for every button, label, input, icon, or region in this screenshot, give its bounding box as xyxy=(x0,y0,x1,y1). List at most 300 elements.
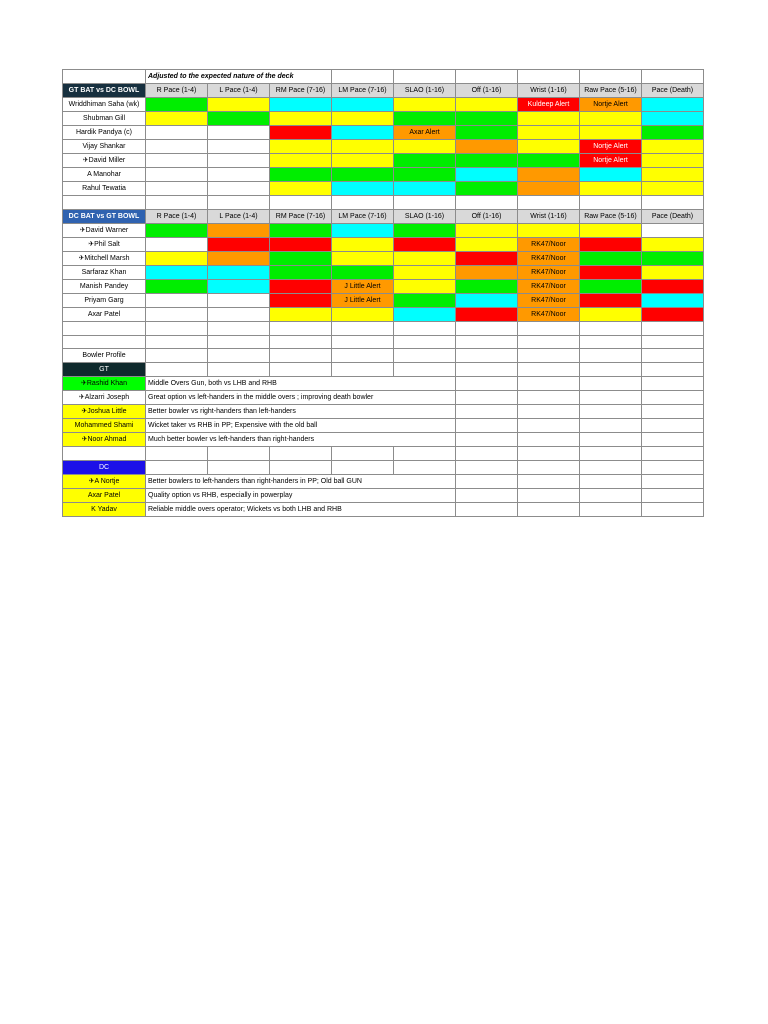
batter-row xyxy=(63,293,704,307)
empty-cell[interactable] xyxy=(580,489,642,503)
rating-cell[interactable] xyxy=(146,293,208,307)
empty-cell[interactable] xyxy=(580,335,642,349)
batter-name[interactable]: Shubman Gill xyxy=(63,112,146,126)
empty-cell[interactable] xyxy=(642,461,704,475)
empty-cell[interactable] xyxy=(642,321,704,335)
rating-cell[interactable] xyxy=(642,126,704,140)
column-header[interactable]: R Pace (1-4) xyxy=(146,84,208,98)
rating-cell[interactable] xyxy=(518,182,580,196)
empty-cell[interactable] xyxy=(518,349,580,363)
empty-cell[interactable] xyxy=(642,391,704,405)
empty-cell[interactable] xyxy=(394,196,456,210)
rating-cell[interactable] xyxy=(270,279,332,293)
rating-cell[interactable] xyxy=(332,98,394,112)
rating-cell[interactable] xyxy=(208,154,270,168)
empty-cell[interactable] xyxy=(518,391,580,405)
rating-cell[interactable] xyxy=(146,98,208,112)
rating-cell[interactable] xyxy=(642,140,704,154)
rating-cell[interactable] xyxy=(394,279,456,293)
rating-cell[interactable] xyxy=(642,98,704,112)
rating-cell[interactable] xyxy=(456,182,518,196)
empty-cell[interactable] xyxy=(146,335,208,349)
empty-cell[interactable] xyxy=(456,391,518,405)
rating-cell[interactable] xyxy=(394,265,456,279)
empty-cell[interactable] xyxy=(580,475,642,489)
batter-name[interactable]: Hardik Pandya (c) xyxy=(63,126,146,140)
spacer-row xyxy=(63,321,704,335)
empty-cell[interactable] xyxy=(456,335,518,349)
batter-name[interactable]: ✈David Miller xyxy=(63,154,146,168)
bowler-description[interactable]: Quality option vs RHB, especially in powerplay xyxy=(146,489,456,503)
empty-cell[interactable] xyxy=(580,405,642,419)
empty-cell[interactable] xyxy=(332,321,394,335)
empty-cell[interactable] xyxy=(208,196,270,210)
rating-cell[interactable] xyxy=(456,154,518,168)
empty-cell[interactable] xyxy=(518,447,580,461)
rating-cell[interactable] xyxy=(642,112,704,126)
alert-cell[interactable]: Nortje Alert xyxy=(580,140,642,154)
empty-cell[interactable] xyxy=(456,363,518,377)
rating-cell[interactable] xyxy=(642,265,704,279)
batter-row xyxy=(63,182,704,196)
empty-cell[interactable] xyxy=(518,377,580,391)
rating-cell[interactable] xyxy=(208,182,270,196)
empty-cell[interactable] xyxy=(580,363,642,377)
rating-cell[interactable] xyxy=(456,293,518,307)
empty-cell[interactable] xyxy=(580,503,642,517)
batter-name[interactable]: ✈Mitchell Marsh xyxy=(63,251,146,265)
rating-cell[interactable] xyxy=(208,307,270,321)
rating-cell[interactable] xyxy=(146,223,208,237)
empty-cell[interactable] xyxy=(580,419,642,433)
rating-cell[interactable] xyxy=(332,154,394,168)
rating-cell[interactable] xyxy=(518,154,580,168)
empty-cell[interactable] xyxy=(63,447,146,461)
bowler-name[interactable]: ✈Joshua Little xyxy=(63,405,146,419)
bowler-description[interactable]: Great option vs left-handers in the middle overs ; improving death bowler xyxy=(146,391,456,405)
rating-cell[interactable] xyxy=(332,237,394,251)
column-header[interactable]: Off (1-16) xyxy=(456,209,518,223)
rating-cell[interactable] xyxy=(642,293,704,307)
batter-row xyxy=(63,307,704,321)
rating-cell[interactable] xyxy=(208,140,270,154)
alert-cell[interactable]: RK47/Noor xyxy=(518,265,580,279)
rating-cell[interactable] xyxy=(332,251,394,265)
empty-cell[interactable] xyxy=(456,349,518,363)
empty-cell[interactable] xyxy=(332,335,394,349)
empty-cell[interactable] xyxy=(394,321,456,335)
empty-cell[interactable] xyxy=(456,461,518,475)
rating-cell[interactable] xyxy=(580,223,642,237)
rating-cell[interactable] xyxy=(146,237,208,251)
empty-cell[interactable] xyxy=(270,321,332,335)
rating-cell[interactable] xyxy=(394,98,456,112)
rating-cell[interactable] xyxy=(642,168,704,182)
alert-cell[interactable]: J Little Alert xyxy=(332,279,394,293)
empty-cell[interactable] xyxy=(394,70,456,84)
rating-cell[interactable] xyxy=(270,126,332,140)
batter-name[interactable]: ✈David Warner xyxy=(63,223,146,237)
batter-row xyxy=(63,223,704,237)
bowler-name[interactable]: ✈A Nortje xyxy=(63,475,146,489)
rating-cell[interactable] xyxy=(394,293,456,307)
rating-cell[interactable] xyxy=(146,182,208,196)
empty-cell[interactable] xyxy=(332,461,394,475)
empty-cell[interactable] xyxy=(456,475,518,489)
rating-cell[interactable] xyxy=(208,98,270,112)
rating-cell[interactable] xyxy=(642,154,704,168)
empty-cell[interactable] xyxy=(642,196,704,210)
column-header[interactable]: LM Pace (7-16) xyxy=(332,84,394,98)
bowler-description[interactable]: Better bowler vs right-handers than left-handers xyxy=(146,405,456,419)
rating-cell[interactable] xyxy=(146,112,208,126)
rating-cell[interactable] xyxy=(456,265,518,279)
rating-cell[interactable] xyxy=(270,307,332,321)
rating-cell[interactable] xyxy=(270,182,332,196)
batter-name[interactable]: ✈Phil Salt xyxy=(63,237,146,251)
section-title[interactable]: GT BAT vs DC BOWL xyxy=(63,84,146,98)
alert-cell[interactable]: RK47/Noor xyxy=(518,293,580,307)
empty-cell[interactable] xyxy=(642,70,704,84)
rating-cell[interactable] xyxy=(642,223,704,237)
rating-cell[interactable] xyxy=(456,140,518,154)
bowler-profile-title[interactable]: Bowler Profile xyxy=(63,349,146,363)
rating-cell[interactable] xyxy=(456,279,518,293)
spacer-row xyxy=(63,335,704,349)
column-header[interactable]: L Pace (1-4) xyxy=(208,84,270,98)
rating-cell[interactable] xyxy=(394,307,456,321)
empty-cell[interactable] xyxy=(394,363,456,377)
rating-cell[interactable] xyxy=(270,98,332,112)
rating-cell[interactable] xyxy=(456,126,518,140)
rating-cell[interactable] xyxy=(580,265,642,279)
rating-cell[interactable] xyxy=(518,112,580,126)
empty-cell[interactable] xyxy=(332,447,394,461)
deck-note[interactable]: Adjusted to the expected nature of the deck xyxy=(146,70,332,84)
rating-cell[interactable] xyxy=(518,126,580,140)
empty-cell[interactable] xyxy=(456,503,518,517)
empty-cell[interactable] xyxy=(642,349,704,363)
column-header[interactable]: Wrist (1-16) xyxy=(518,84,580,98)
empty-cell[interactable] xyxy=(580,433,642,447)
rating-cell[interactable] xyxy=(456,98,518,112)
rating-cell[interactable] xyxy=(332,265,394,279)
empty-cell[interactable] xyxy=(332,196,394,210)
empty-cell[interactable] xyxy=(518,405,580,419)
batter-row xyxy=(63,279,704,293)
empty-cell[interactable] xyxy=(332,349,394,363)
rating-cell[interactable] xyxy=(580,237,642,251)
rating-cell[interactable] xyxy=(270,251,332,265)
rating-cell[interactable] xyxy=(456,223,518,237)
rating-cell[interactable] xyxy=(580,279,642,293)
rating-cell[interactable] xyxy=(208,293,270,307)
column-header[interactable]: Raw Pace (5-16) xyxy=(580,84,642,98)
rating-cell[interactable] xyxy=(208,223,270,237)
alert-cell[interactable]: Nortje Alert xyxy=(580,98,642,112)
rating-cell[interactable] xyxy=(270,223,332,237)
empty-cell[interactable] xyxy=(63,196,146,210)
bowler-name[interactable]: ✈Alzarri Joseph xyxy=(63,391,146,405)
alert-cell[interactable]: RK47/Noor xyxy=(518,279,580,293)
column-header[interactable]: SLAO (1-16) xyxy=(394,84,456,98)
rating-cell[interactable] xyxy=(332,307,394,321)
rating-cell[interactable] xyxy=(146,168,208,182)
rating-cell[interactable] xyxy=(580,182,642,196)
empty-cell[interactable] xyxy=(146,461,208,475)
empty-cell[interactable] xyxy=(456,405,518,419)
rating-cell[interactable] xyxy=(642,237,704,251)
column-header[interactable]: R Pace (1-4) xyxy=(146,209,208,223)
rating-cell[interactable] xyxy=(394,140,456,154)
rating-cell[interactable] xyxy=(580,112,642,126)
empty-cell[interactable] xyxy=(270,363,332,377)
rating-cell[interactable] xyxy=(394,251,456,265)
empty-cell[interactable] xyxy=(456,419,518,433)
column-header[interactable]: Pace (Death) xyxy=(642,84,704,98)
empty-cell[interactable] xyxy=(456,321,518,335)
rating-cell[interactable] xyxy=(146,154,208,168)
empty-cell[interactable] xyxy=(580,447,642,461)
empty-cell[interactable] xyxy=(642,377,704,391)
empty-cell[interactable] xyxy=(642,503,704,517)
column-header[interactable]: SLAO (1-16) xyxy=(394,209,456,223)
empty-cell[interactable] xyxy=(456,447,518,461)
rating-cell[interactable] xyxy=(146,251,208,265)
column-header[interactable]: Off (1-16) xyxy=(456,84,518,98)
empty-cell[interactable] xyxy=(580,349,642,363)
column-header[interactable]: RM Pace (7-16) xyxy=(270,209,332,223)
empty-cell[interactable] xyxy=(270,349,332,363)
batter-row xyxy=(63,154,704,168)
rating-cell[interactable] xyxy=(270,154,332,168)
column-header[interactable]: RM Pace (7-16) xyxy=(270,84,332,98)
empty-cell[interactable] xyxy=(580,377,642,391)
alert-cell[interactable]: Kuldeep Alert xyxy=(518,98,580,112)
rating-cell[interactable] xyxy=(642,279,704,293)
batter-name[interactable]: Rahul Tewatia xyxy=(63,182,146,196)
empty-cell[interactable] xyxy=(208,447,270,461)
rating-cell[interactable] xyxy=(146,265,208,279)
rating-cell[interactable] xyxy=(518,223,580,237)
column-header[interactable]: Wrist (1-16) xyxy=(518,209,580,223)
rating-cell[interactable] xyxy=(456,251,518,265)
rating-cell[interactable] xyxy=(146,279,208,293)
rating-cell[interactable] xyxy=(580,126,642,140)
rating-cell[interactable] xyxy=(270,293,332,307)
rating-cell[interactable] xyxy=(394,112,456,126)
bowler-name[interactable]: K Yadav xyxy=(63,503,146,517)
rating-cell[interactable] xyxy=(642,307,704,321)
batter-name[interactable]: A Manohar xyxy=(63,168,146,182)
bowler-row xyxy=(63,405,704,419)
team-label-dc[interactable]: DC xyxy=(63,461,146,475)
empty-cell[interactable] xyxy=(456,377,518,391)
rating-cell[interactable] xyxy=(580,307,642,321)
rating-cell[interactable] xyxy=(456,307,518,321)
bowler-description[interactable]: Much better bowler vs left-handers than right-handers xyxy=(146,433,456,447)
empty-cell[interactable] xyxy=(63,70,146,84)
empty-cell[interactable] xyxy=(456,433,518,447)
empty-cell[interactable] xyxy=(580,70,642,84)
rating-cell[interactable] xyxy=(270,140,332,154)
bowler-name[interactable]: Mohammed Shami xyxy=(63,419,146,433)
empty-cell[interactable] xyxy=(518,489,580,503)
bowler-row xyxy=(63,377,704,391)
column-header[interactable]: L Pace (1-4) xyxy=(208,209,270,223)
rating-cell[interactable] xyxy=(146,140,208,154)
alert-cell[interactable]: J Little Alert xyxy=(332,293,394,307)
rating-cell[interactable] xyxy=(456,168,518,182)
alert-cell[interactable]: Nortje Alert xyxy=(580,154,642,168)
bowler-description[interactable]: Reliable middle overs operator; Wickets vs both LHB and RHB xyxy=(146,503,456,517)
empty-cell[interactable] xyxy=(518,335,580,349)
empty-cell[interactable] xyxy=(394,447,456,461)
empty-cell[interactable] xyxy=(642,419,704,433)
alert-cell[interactable]: Axar Alert xyxy=(394,126,456,140)
empty-cell[interactable] xyxy=(518,70,580,84)
empty-cell[interactable] xyxy=(518,475,580,489)
alert-cell[interactable]: RK47/Noor xyxy=(518,251,580,265)
bowler-name[interactable]: ✈Noor Ahmad xyxy=(63,433,146,447)
bowler-description[interactable]: Wicket taker vs RHB in PP; Expensive with the old ball xyxy=(146,419,456,433)
rating-cell[interactable] xyxy=(332,223,394,237)
rating-cell[interactable] xyxy=(332,182,394,196)
empty-cell[interactable] xyxy=(642,405,704,419)
bowler-name[interactable]: ✈Rashid Khan xyxy=(63,377,146,391)
bowler-name[interactable]: Axar Patel xyxy=(63,489,146,503)
rating-cell[interactable] xyxy=(580,293,642,307)
empty-cell[interactable] xyxy=(270,461,332,475)
rating-cell[interactable] xyxy=(642,251,704,265)
batter-name[interactable]: Sarfaraz Khan xyxy=(63,265,146,279)
rating-cell[interactable] xyxy=(394,154,456,168)
rating-cell[interactable] xyxy=(456,237,518,251)
bowler-row xyxy=(63,475,704,489)
rating-cell[interactable] xyxy=(146,126,208,140)
section-title[interactable]: DC BAT vs GT BOWL xyxy=(63,209,146,223)
empty-cell[interactable] xyxy=(518,419,580,433)
column-header[interactable]: Raw Pace (5-16) xyxy=(580,209,642,223)
rating-cell[interactable] xyxy=(208,168,270,182)
batter-name[interactable]: Wriddhiman Saha (wk) xyxy=(63,98,146,112)
empty-cell[interactable] xyxy=(208,349,270,363)
rating-cell[interactable] xyxy=(394,168,456,182)
empty-cell[interactable] xyxy=(518,433,580,447)
rating-cell[interactable] xyxy=(580,168,642,182)
empty-cell[interactable] xyxy=(63,321,146,335)
empty-cell[interactable] xyxy=(518,321,580,335)
rating-cell[interactable] xyxy=(332,126,394,140)
rating-cell[interactable] xyxy=(394,223,456,237)
team-row xyxy=(63,461,704,475)
empty-cell[interactable] xyxy=(642,363,704,377)
rating-cell[interactable] xyxy=(208,126,270,140)
rating-cell[interactable] xyxy=(270,237,332,251)
empty-cell[interactable] xyxy=(208,461,270,475)
rating-cell[interactable] xyxy=(208,279,270,293)
rating-cell[interactable] xyxy=(518,140,580,154)
empty-cell[interactable] xyxy=(456,70,518,84)
team-row xyxy=(63,363,704,377)
batter-row xyxy=(63,112,704,126)
empty-cell[interactable] xyxy=(146,363,208,377)
empty-cell[interactable] xyxy=(518,503,580,517)
empty-cell[interactable] xyxy=(270,447,332,461)
empty-cell[interactable] xyxy=(208,363,270,377)
empty-cell[interactable] xyxy=(146,349,208,363)
column-header[interactable]: Pace (Death) xyxy=(642,209,704,223)
empty-cell[interactable] xyxy=(394,335,456,349)
rating-cell[interactable] xyxy=(394,182,456,196)
rating-cell[interactable] xyxy=(270,168,332,182)
rating-cell[interactable] xyxy=(208,265,270,279)
rating-cell[interactable] xyxy=(332,140,394,154)
empty-cell[interactable] xyxy=(394,461,456,475)
empty-cell[interactable] xyxy=(642,475,704,489)
rating-cell[interactable] xyxy=(518,168,580,182)
rating-cell[interactable] xyxy=(456,112,518,126)
empty-cell[interactable] xyxy=(518,461,580,475)
empty-cell[interactable] xyxy=(394,349,456,363)
empty-cell[interactable] xyxy=(580,391,642,405)
alert-cell[interactable]: RK47/Noor xyxy=(518,237,580,251)
batter-name[interactable]: Axar Patel xyxy=(63,307,146,321)
empty-cell[interactable] xyxy=(580,196,642,210)
rating-cell[interactable] xyxy=(146,307,208,321)
empty-cell[interactable] xyxy=(270,335,332,349)
column-header[interactable]: LM Pace (7-16) xyxy=(332,209,394,223)
empty-cell[interactable] xyxy=(332,363,394,377)
empty-cell[interactable] xyxy=(456,489,518,503)
empty-cell[interactable] xyxy=(270,196,332,210)
batter-name[interactable]: Vijay Shankar xyxy=(63,140,146,154)
empty-cell[interactable] xyxy=(146,321,208,335)
bowler-description[interactable]: Better bowlers to left-handers than right-handers in PP; Old ball GUN xyxy=(146,475,456,489)
empty-cell[interactable] xyxy=(146,196,208,210)
rating-cell[interactable] xyxy=(208,112,270,126)
rating-cell[interactable] xyxy=(270,265,332,279)
empty-cell[interactable] xyxy=(580,461,642,475)
rating-cell[interactable] xyxy=(270,112,332,126)
empty-cell[interactable] xyxy=(642,433,704,447)
rating-cell[interactable] xyxy=(332,112,394,126)
bowler-description[interactable]: Middle Overs Gun, both vs LHB and RHB xyxy=(146,377,456,391)
rating-cell[interactable] xyxy=(642,182,704,196)
empty-cell[interactable] xyxy=(518,363,580,377)
empty-cell[interactable] xyxy=(146,447,208,461)
batter-name[interactable]: Priyam Garg xyxy=(63,293,146,307)
rating-cell[interactable] xyxy=(394,237,456,251)
rating-cell[interactable] xyxy=(208,251,270,265)
batter-name[interactable]: Manish Pandey xyxy=(63,279,146,293)
rating-cell[interactable] xyxy=(208,237,270,251)
empty-cell[interactable] xyxy=(518,196,580,210)
empty-cell[interactable] xyxy=(642,489,704,503)
empty-cell[interactable] xyxy=(642,447,704,461)
empty-cell[interactable] xyxy=(332,70,394,84)
empty-cell[interactable] xyxy=(63,335,146,349)
rating-cell[interactable] xyxy=(580,251,642,265)
empty-cell[interactable] xyxy=(642,335,704,349)
alert-cell[interactable]: RK47/Noor xyxy=(518,307,580,321)
empty-cell[interactable] xyxy=(208,321,270,335)
rating-cell[interactable] xyxy=(332,168,394,182)
empty-cell[interactable] xyxy=(580,321,642,335)
empty-cell[interactable] xyxy=(208,335,270,349)
team-label-gt[interactable]: GT xyxy=(63,363,146,377)
empty-cell[interactable] xyxy=(456,196,518,210)
